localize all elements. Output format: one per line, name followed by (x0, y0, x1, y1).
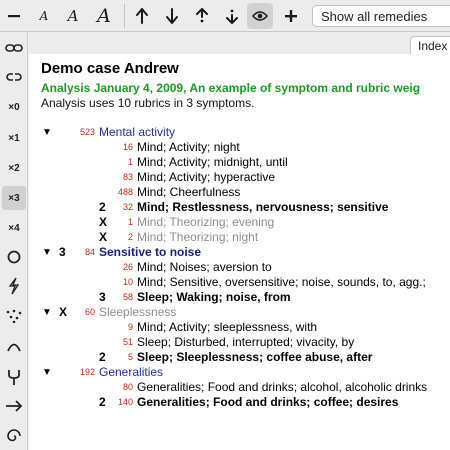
zoom-0-button[interactable]: ×0 (8, 101, 20, 113)
spiral-icon[interactable] (2, 424, 26, 448)
symptom-row[interactable] (29, 305, 450, 320)
arc-icon[interactable] (2, 335, 26, 359)
font-larger-icon[interactable]: A (97, 5, 111, 27)
rubric-remedy-count: 80 (122, 382, 133, 392)
arrow-down-icon[interactable] (162, 3, 182, 29)
rubric-row[interactable] (29, 380, 450, 395)
disclosure-triangle-icon[interactable]: ▼ (42, 247, 52, 258)
rubric-label[interactable]: Mind; Activity; sleeplessness, with (137, 320, 318, 334)
rubric-remedy-count: 26 (122, 262, 133, 272)
rubric-weight[interactable]: 3 (99, 290, 106, 304)
rubric-label[interactable]: Generalities; Food and drinks; alcohol, alcoholic drinks (137, 380, 428, 394)
rubric-row[interactable] (29, 275, 450, 290)
rubric-label[interactable]: Sleep; Waking; noise, from (137, 290, 291, 304)
zoom-2-button[interactable]: ×2 (8, 162, 20, 174)
rubric-label[interactable]: Mind; Activity; night (137, 140, 240, 154)
rubric-row[interactable] (29, 320, 450, 335)
symptom-remedy-count: 192 (79, 367, 95, 377)
symptom-weight[interactable]: X (59, 305, 68, 319)
rubric-label[interactable]: Sleep; Sleeplessness; coffee abuse, after (137, 350, 373, 364)
fork-icon[interactable] (2, 365, 26, 389)
rubric-row[interactable] (29, 230, 450, 245)
rubric-weight[interactable]: X (99, 230, 108, 244)
disclosure-triangle-icon[interactable]: ▼ (42, 307, 52, 318)
dots-scatter-icon[interactable] (2, 304, 26, 328)
analysis-summary: Analysis uses 10 rubrics in 3 symptoms. (41, 96, 255, 110)
rubric-label[interactable]: Mind; Cheerfulness (137, 185, 241, 199)
disclosure-triangle-icon[interactable]: ▼ (42, 367, 52, 378)
rubric-row[interactable] (29, 185, 450, 200)
rubric-row[interactable] (29, 260, 450, 275)
arrow-right-icon[interactable] (2, 394, 26, 418)
symptom-label[interactable]: Generalities (99, 365, 164, 379)
circle-icon[interactable] (2, 245, 26, 269)
rubric-remedy-count: 58 (122, 292, 133, 302)
symptom-remedy-count: 60 (84, 307, 95, 317)
rubric-row[interactable] (29, 170, 450, 185)
rubric-weight[interactable]: 2 (99, 395, 106, 409)
rubric-row[interactable] (29, 215, 450, 230)
rubric-row[interactable] (29, 140, 450, 155)
rubric-weight[interactable]: 2 (99, 350, 106, 364)
rubric-row[interactable] (29, 200, 450, 215)
toolbar-divider (124, 4, 125, 28)
disclosure-triangle-icon[interactable]: ▼ (42, 127, 52, 138)
plus-icon[interactable] (280, 3, 302, 29)
tab-bar (29, 32, 450, 54)
rubric-weight[interactable]: 2 (99, 200, 106, 214)
unlink-icon[interactable] (2, 65, 26, 89)
symptom-row[interactable] (29, 245, 450, 260)
analysis-panel (29, 32, 450, 450)
rubric-label[interactable]: Mind; Sensitive, oversensitive; noise, sounds, to, agg.; (137, 275, 426, 289)
rubric-remedy-count: 51 (122, 337, 133, 347)
arrow-down-dotted-icon[interactable] (222, 3, 242, 29)
rubric-row[interactable] (29, 395, 450, 410)
remedy-filter-select[interactable]: Show all remedies (312, 5, 450, 27)
link-icon[interactable] (2, 36, 26, 60)
symptom-remedy-count: 523 (79, 127, 95, 137)
rubric-label[interactable]: Generalities; Food and drinks; coffee; desires (137, 395, 399, 409)
symptom-weight[interactable]: 3 (59, 245, 66, 259)
symptom-row[interactable] (29, 365, 450, 380)
rubric-label[interactable]: Mind; Theorizing; evening (137, 215, 275, 229)
rubric-label[interactable]: Sleep; Disturbed, interrupted; vivacity, by (137, 335, 355, 349)
rubric-weight[interactable]: X (99, 215, 108, 229)
symptom-label[interactable]: Mental activity (99, 125, 176, 139)
rubric-row[interactable] (29, 155, 450, 170)
rubric-label[interactable]: Mind; Restlessness, nervousness; sensitive (137, 200, 389, 214)
lightning-icon[interactable] (2, 274, 26, 298)
symptom-row[interactable] (29, 125, 450, 140)
rubric-remedy-count: 10 (122, 277, 133, 287)
sidebar (0, 32, 28, 450)
rubric-remedy-count: 2 (127, 232, 133, 242)
rubric-label[interactable]: Mind; Activity; midnight, until (137, 155, 288, 169)
rubric-remedy-count: 488 (117, 187, 133, 197)
rubric-label[interactable]: Mind; Theorizing; night (137, 230, 259, 244)
font-normal-icon[interactable]: A (67, 7, 79, 25)
rubric-remedy-count: 1 (127, 217, 133, 227)
minus-icon[interactable] (4, 3, 24, 29)
symptom-label[interactable]: Sleeplessness (99, 305, 177, 319)
eye-icon[interactable] (247, 3, 273, 29)
rubric-remedy-count: 16 (122, 142, 133, 152)
zoom-1-button[interactable]: ×1 (8, 132, 20, 144)
zoom-3-button[interactable]: ×3 (2, 186, 26, 210)
rubric-remedy-count: 83 (122, 172, 133, 182)
zoom-4-button[interactable]: ×4 (8, 222, 20, 234)
rubric-remedy-count: 140 (117, 397, 133, 407)
rubric-label[interactable]: Mind; Noises; aversion to (137, 260, 272, 274)
rubric-row[interactable] (29, 350, 450, 365)
rubric-row[interactable] (29, 335, 450, 350)
arrow-up-icon[interactable] (132, 3, 152, 29)
arrow-up-dotted-icon[interactable] (192, 3, 212, 29)
tab-index[interactable]: Index (410, 36, 450, 54)
rubric-remedy-count: 32 (122, 202, 133, 212)
analysis-title: Analysis January 4, 2009, An example of symptom and rubric weig (41, 81, 421, 95)
font-smaller-icon[interactable]: A (39, 9, 49, 23)
symptom-remedy-count: 84 (84, 247, 95, 257)
case-title: Demo case Andrew (41, 60, 179, 77)
rubric-remedy-count: 5 (127, 352, 133, 362)
toolbar (0, 0, 450, 32)
rubric-remedy-count: 1 (127, 157, 133, 167)
rubric-row[interactable] (29, 290, 450, 305)
symptom-label[interactable]: Sensitive to noise (99, 245, 202, 259)
rubric-label[interactable]: Mind; Activity; hyperactive (137, 170, 276, 184)
rubric-remedy-count: 9 (127, 322, 133, 332)
